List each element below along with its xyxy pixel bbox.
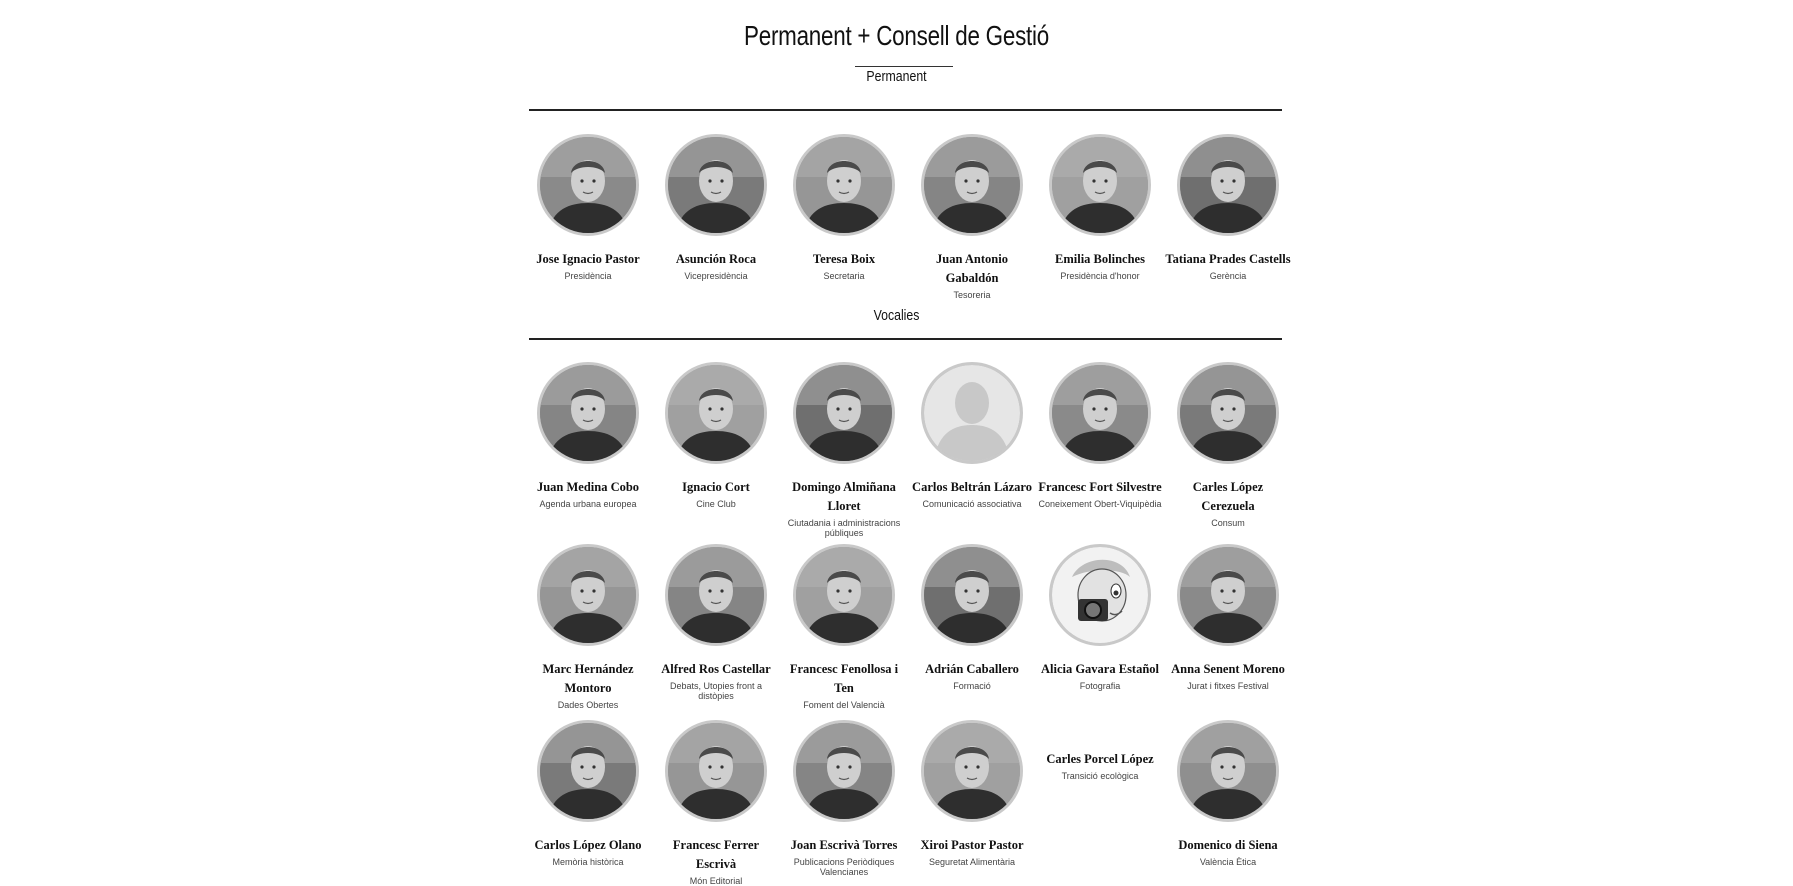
member-photo	[537, 362, 639, 464]
member-role: Presidència d'honor	[1060, 271, 1140, 281]
member-photo	[921, 134, 1023, 236]
section-title-permanent: Permanent	[866, 68, 927, 85]
member-card	[653, 134, 779, 281]
member-card	[1165, 720, 1291, 867]
member-role: Secretaria	[823, 271, 865, 281]
member-role: Dades Obertes	[557, 700, 619, 710]
member-role: Seguretat Alimentària	[928, 857, 1016, 867]
member-card	[525, 362, 651, 509]
member-name: Xiroi Pastor Pastor	[920, 838, 1024, 852]
member-role: València Ètica	[1199, 857, 1257, 867]
member-card	[1037, 750, 1163, 781]
member-card	[909, 134, 1035, 300]
member-role: Coneixement Obert-Viquipèdia	[1038, 499, 1162, 509]
member-card	[1037, 362, 1163, 509]
title-divider	[855, 66, 953, 67]
member-card	[1165, 134, 1291, 281]
member-name: Alfred Ros Castellar	[661, 662, 771, 676]
member-name: Asunción Roca	[675, 252, 757, 266]
member-photo	[537, 720, 639, 822]
member-photo	[1177, 362, 1279, 464]
member-photo	[1049, 362, 1151, 464]
member-role: Comunicació associativa	[922, 499, 1022, 509]
member-name: Domingo Almiñana Lloret	[792, 480, 896, 513]
member-name: Francesc Fenollosa i Ten	[789, 662, 899, 695]
member-name: Domenico di Siena	[1178, 838, 1278, 852]
member-role: Món Editorial	[689, 876, 743, 886]
member-role: Publicacions Periòdiques Valencianes	[793, 857, 895, 877]
member-photo	[665, 720, 767, 822]
section-title-vocalies: Vocalies	[873, 307, 920, 324]
member-photo	[793, 134, 895, 236]
member-card	[781, 362, 907, 538]
member-photo	[1177, 544, 1279, 646]
member-photo	[921, 362, 1023, 464]
member-card	[653, 544, 779, 701]
member-card	[781, 134, 907, 281]
member-role: Vicepresidència	[684, 271, 748, 281]
member-name: Joan Escrivà Torres	[790, 838, 898, 852]
member-photo	[1049, 544, 1151, 646]
member-photo	[537, 134, 639, 236]
member-name: Marc Hernández Montoro	[542, 662, 634, 695]
member-name: Teresa Boix	[812, 252, 876, 266]
member-card	[1165, 544, 1291, 691]
section-divider-permanent	[529, 109, 1282, 111]
member-role: Transició ecològica	[1061, 771, 1139, 781]
member-card	[653, 362, 779, 509]
member-photo	[1177, 134, 1279, 236]
section-divider-vocalies	[529, 338, 1282, 340]
member-card	[909, 362, 1035, 509]
member-name: Carlos Beltrán Lázaro	[912, 480, 1032, 494]
member-card	[653, 720, 779, 886]
member-name: Alicia Gavara Estañol	[1040, 662, 1160, 676]
member-role: Foment del Valencià	[803, 700, 885, 710]
member-role: Presidència	[564, 271, 612, 281]
member-name: Jose Ignacio Pastor	[536, 252, 640, 266]
member-role: Debats, Utopies front a distòpies	[669, 681, 763, 701]
member-card	[525, 720, 651, 867]
member-name: Juan Antonio Gabaldón	[936, 252, 1008, 285]
member-role: Gerència	[1209, 271, 1247, 281]
member-photo	[793, 362, 895, 464]
member-photo	[793, 544, 895, 646]
member-name: Carles Porcel López	[1046, 752, 1154, 766]
member-card	[1037, 134, 1163, 281]
member-photo	[537, 544, 639, 646]
member-role: Memòria històrica	[552, 857, 624, 867]
member-photo	[665, 362, 767, 464]
member-name: Carlos López Olano	[534, 838, 642, 852]
member-role: Agenda urbana europea	[539, 499, 637, 509]
member-name: Emilia Bolinches	[1055, 252, 1145, 266]
member-role: Ciutadania i administracions públiques	[787, 518, 901, 538]
member-name: Francesc Ferrer Escrivà	[672, 838, 760, 871]
member-role: Cine Club	[696, 499, 736, 509]
page-title: Permanent + Consell de Gestió	[744, 20, 1049, 51]
member-name: Ignacio Cort	[682, 480, 750, 494]
member-photo	[665, 134, 767, 236]
member-role: Formació	[953, 681, 991, 691]
member-card	[1165, 362, 1291, 528]
member-card	[1037, 544, 1163, 691]
member-role: Jurat i fitxes Festival	[1187, 681, 1269, 691]
member-card	[909, 720, 1035, 867]
member-photo	[921, 544, 1023, 646]
member-photo	[1177, 720, 1279, 822]
member-card	[781, 544, 907, 710]
member-name: Tatiana Prades Castells	[1165, 252, 1291, 266]
member-card	[909, 544, 1035, 691]
member-role: Fotografia	[1079, 681, 1121, 691]
member-photo	[1049, 134, 1151, 236]
member-name: Anna Senent Moreno	[1171, 662, 1285, 676]
member-card	[525, 134, 651, 281]
member-photo	[665, 544, 767, 646]
member-name: Francesc Fort Silvestre	[1038, 480, 1162, 494]
member-role: Tesoreria	[953, 290, 991, 300]
member-name: Juan Medina Cobo	[536, 480, 640, 494]
member-photo	[921, 720, 1023, 822]
member-card	[525, 544, 651, 710]
member-photo	[793, 720, 895, 822]
member-role: Consum	[1211, 518, 1245, 528]
member-name: Adrián Caballero	[925, 662, 1019, 676]
member-name: Carles López Cerezuela	[1192, 480, 1264, 513]
member-card	[781, 720, 907, 877]
